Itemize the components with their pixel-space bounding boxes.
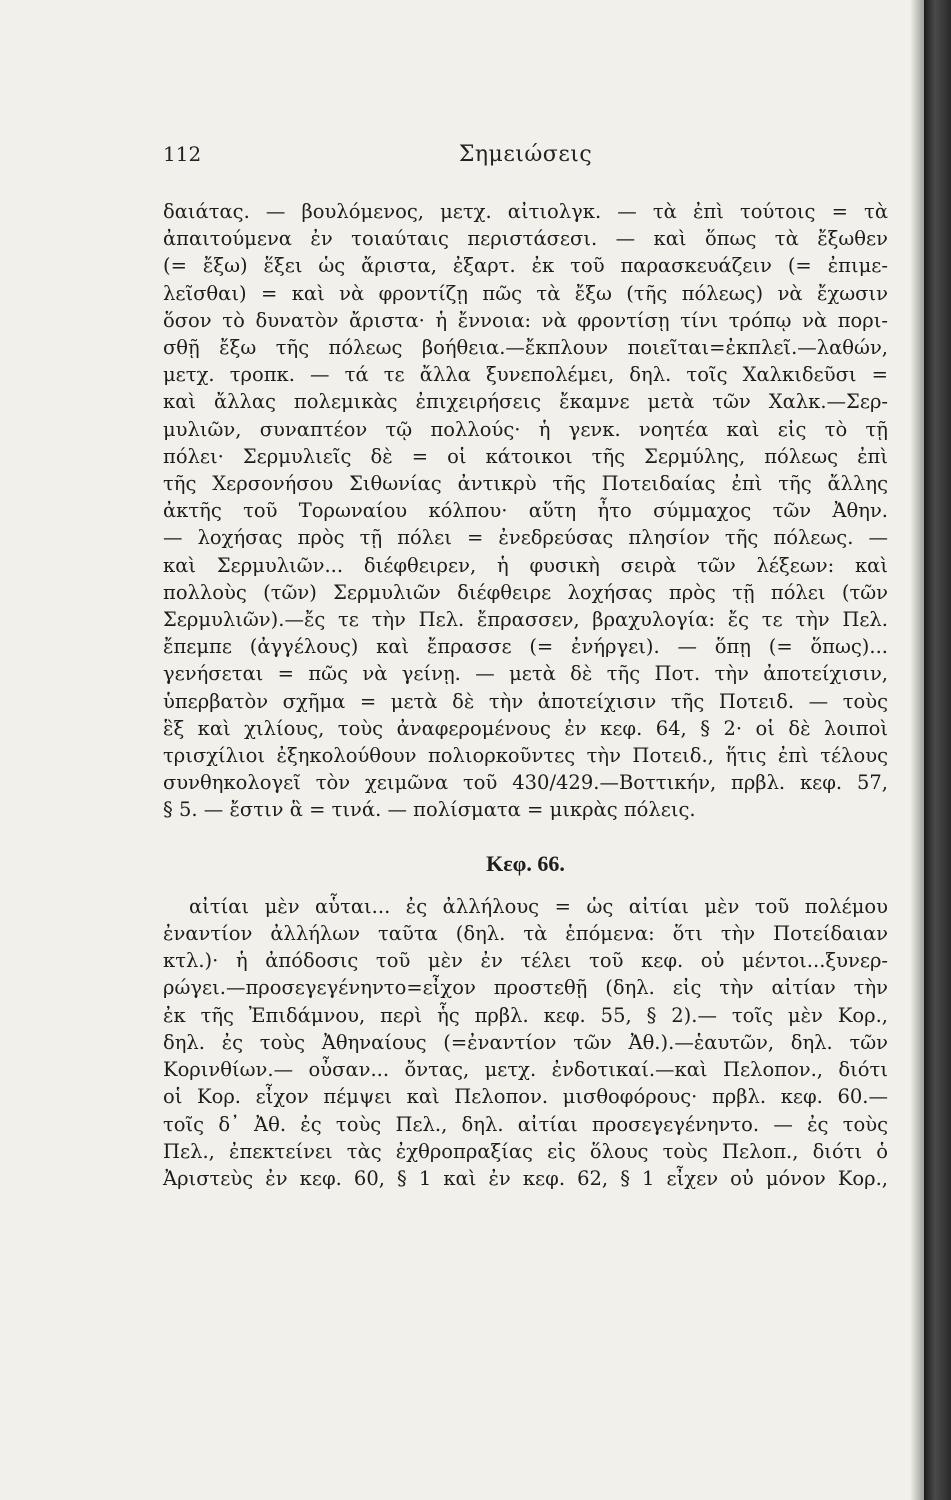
text-line: αἰτίαι μὲν αὗται... ἐς ἀλλήλους = ὡς αἰτίαι μὲν τοῦ πολέμου bbox=[189, 894, 888, 918]
text-line: τοῖς δ᾽ Ἀθ. ἐς τοὺς Πελ., δηλ. αἰτίαι προσεγεγένηντο. — ἐς τοὺς bbox=[163, 1112, 888, 1136]
page-number: 112 bbox=[163, 142, 202, 166]
text-line: οἱ Κορ. εἶχον πέμψει καὶ Πελοπον. μισθοφόρους· πρβλ. κεφ. 60.— bbox=[163, 1085, 888, 1109]
text-line: ἐναντίον ἀλλήλων ταῦτα (δηλ. τὰ ἑπόμενα: ὅτι τὴν Ποτείδαιαν bbox=[163, 922, 888, 946]
text-line: σθῇ ἔξω τῆς πόλεως βοήθεια.—ἔκπλουν ποιεῖται=ἐκπλεῖ.—λαθών, bbox=[163, 336, 888, 360]
text-line: πολλοὺς (τῶν) Σερμυλιῶν διέφθειρε λοχήσας πρὸς τῇ πόλει (τῶν bbox=[163, 580, 888, 604]
text-line: καὶ ἄλλας πολεμικὰς ἐπιχειρήσεις ἔκαμνε μετὰ τῶν Χαλκ.—Σερ- bbox=[163, 390, 888, 414]
text-line: λεῖσθαι) = καὶ νὰ φροντίζῃ πῶς τὰ ἔξω (τῆς πόλεως) νὰ ἔχωσιν bbox=[163, 281, 888, 305]
text-line: Ἀριστεὺς ἐν κεφ. 60, § 1 καὶ ἐν κεφ. 62, § 1 εἶχεν οὐ μόνον Κορ., bbox=[163, 1166, 888, 1190]
chapter-66-block bbox=[163, 893, 888, 1192]
text-line: ὅσον τὸ δυνατὸν ἄριστα· ἡ ἔννοια: νὰ φροντίσῃ τίνι τρόπῳ νὰ πορι- bbox=[163, 308, 888, 332]
text-line: τῆς Χερσονήσου Σιθωνίας ἀντικρὺ τῆς Ποτειδαίας ἐπὶ τῆς ἄλλης bbox=[163, 472, 888, 496]
text-line: Σερμυλιῶν).—ἔς τε τὴν Πελ. ἔπρασσεν, βραχυλογία: ἔς τε τὴν Πελ. bbox=[163, 608, 888, 632]
text-line: μετχ. τροπκ. — τά τε ἄλλα ξυνεπολέμει, δηλ. τοῖς Χαλκιδεῦσι = bbox=[163, 363, 888, 387]
body-text bbox=[163, 198, 888, 1192]
text-line: δαιάτας. — βουλόμενος, μετχ. αἰτιολγκ. — τὰ ἐπὶ τούτοις = τὰ bbox=[163, 200, 888, 223]
text-line: Κορινθίων.— οὖσαν... ὄντας, μετχ. ἐνδοτικαί.—καὶ Πελοπον., διότι bbox=[163, 1058, 888, 1082]
text-line: (= ἔξω) ἕξει ὡς ἄριστα, ἐξαρτ. ἐκ τοῦ παρασκευάζειν (= ἐπιμε- bbox=[163, 254, 888, 278]
text-line: — λοχήσας πρὸς τῇ πόλει = ἐνεδρεύσας πλησίον τῆς πόλεως. — bbox=[163, 526, 888, 550]
notes-block bbox=[163, 198, 888, 824]
text-line: πόλει· Σερμυλιεῖς δὲ = οἱ κάτοικοι τῆς Σερμύλης, πόλεως ἐπὶ bbox=[163, 444, 888, 468]
text-line: δηλ. ἐς τοὺς Ἀθηναίους (=ἐναντίον τῶν Ἀθ.).—ἑαυτῶν, δηλ. τῶν bbox=[163, 1030, 888, 1054]
running-head-title: Σημειώσεις bbox=[458, 142, 593, 167]
section-heading: Κεφ. 66. bbox=[486, 850, 565, 876]
text-line: § 5. — ἔστιν ἃ = τινά. — πολίσματα = μικρὰς πόλεις. bbox=[163, 798, 696, 822]
text-line: ἀκτῆς τοῦ Τορωναίου κόλπου· αὕτη ἦτο σύμμαχος τῶν Ἀθην. bbox=[163, 499, 888, 523]
text-line: ρώγει.—προσεγεγένηντο=εἶχον προστεθῇ (δηλ. εἰς τὴν αἰτίαν τὴν bbox=[163, 976, 888, 1000]
book-edge-shadow bbox=[924, 0, 951, 1500]
text-line: ὑπερβατὸν σχῆμα = μετὰ δὲ τὴν ἀποτείχισιν τῆς Ποτειδ. — τοὺς bbox=[163, 689, 888, 713]
text-line: ἓξ καὶ χιλίους, τοὺς ἀναφερομένους ἐν κεφ. 64, § 2· οἱ δὲ λοιποὶ bbox=[163, 716, 888, 740]
text-line: συνθηκολογεῖ τὸν χειμῶνα τοῦ 430/429.—Βοττικήν, πρβλ. κεφ. 57, bbox=[163, 771, 888, 795]
text-line: ἐκ τῆς Ἐπιδάμνου, περὶ ἧς πρβλ. κεφ. 55, § 2).— τοῖς μὲν Κορ., bbox=[163, 1003, 888, 1027]
page-header bbox=[163, 142, 888, 172]
text-line: ἀπαιτούμενα ἐν τοιαύταις περιστάσεσι. — καὶ ὅπως τὰ ἔξωθεν bbox=[163, 227, 888, 251]
text-line: μυλιῶν, συναπτέον τῷ πολλούς· ἡ γενκ. νοητέα καὶ εἰς τὸ τῇ bbox=[163, 417, 888, 441]
text-line: καὶ Σερμυλιῶν... διέφθειρεν, ἡ φυσικὴ σειρὰ τῶν λέξεων: καὶ bbox=[163, 553, 888, 577]
text-line: κτλ.)· ἡ ἀπόδοσις τοῦ μὲν ἐν τέλει τοῦ κεφ. οὐ μέντοι...ξυνερ- bbox=[163, 949, 888, 973]
text-line: τρισχίλιοι ἐξηκολούθουν πολιορκοῦντες τὴν Ποτειδ., ἥτις ἐπὶ τέλους bbox=[163, 744, 888, 768]
text-line: γενήσεται = πῶς νὰ γείνῃ. — μετὰ δὲ τῆς Ποτ. τὴν ἀποτείχισιν, bbox=[163, 662, 888, 686]
text-line: Πελ., ἐπεκτείνει τὰς ἐχθροπραξίας εἰς ὅλους τοὺς Πελοπ., διότι ὁ bbox=[163, 1139, 888, 1163]
text-line: ἔπεμπε (ἀγγέλους) καὶ ἔπρασσε (= ἐνήργει). — ὅπῃ (= ὅπως)... bbox=[163, 635, 888, 659]
